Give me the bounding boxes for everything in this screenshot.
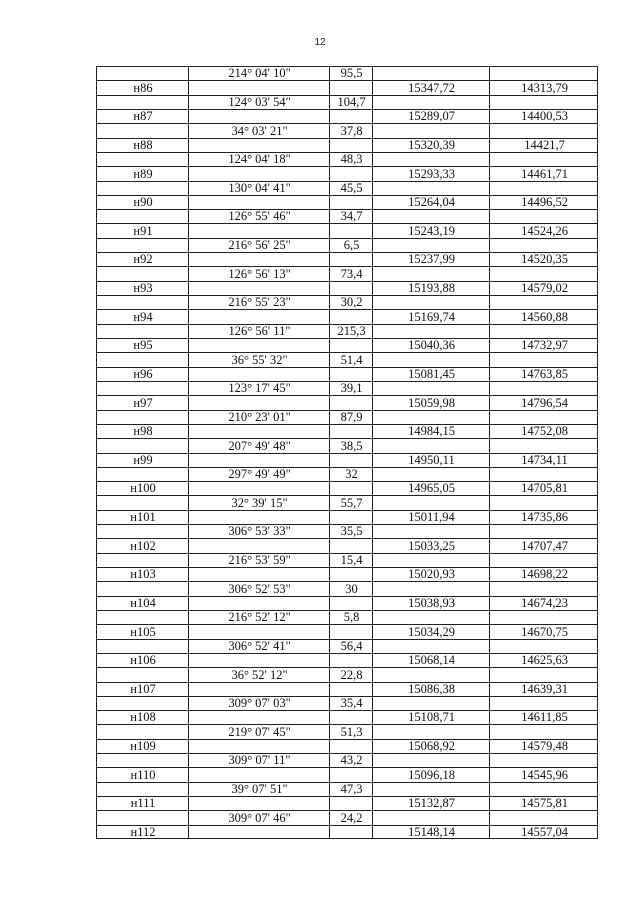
row-rule [97, 639, 597, 640]
row-rule [97, 223, 597, 224]
row-rule [97, 109, 597, 110]
y-coordinate-cell: 14674,23 [521, 595, 568, 610]
row-rule [97, 367, 597, 368]
angle-cell: 309° 07' 11" [228, 753, 291, 768]
row-rule [97, 381, 597, 382]
point-label: н86 [133, 80, 153, 95]
angle-cell: 32° 39' 15" [231, 495, 288, 510]
angle-cell: 126° 55' 46" [228, 209, 291, 224]
row-rule [97, 252, 597, 253]
point-label: н101 [130, 510, 156, 525]
y-coordinate-cell: 14545,96 [521, 767, 568, 782]
x-coordinate-cell: 15059,98 [408, 395, 455, 410]
row-rule [97, 266, 597, 267]
length-cell: 22,8 [340, 667, 363, 682]
angle-cell: 297° 49' 49" [228, 467, 291, 482]
x-coordinate-cell: 15034,29 [408, 624, 455, 639]
x-coordinate-cell: 15011,94 [408, 510, 455, 525]
row-rule [97, 95, 597, 96]
x-coordinate-cell: 15289,07 [408, 109, 455, 124]
y-coordinate-cell: 14575,81 [521, 796, 568, 811]
y-coordinate-cell: 14796,54 [521, 395, 568, 410]
point-label: н109 [130, 739, 156, 754]
length-cell: 30 [345, 581, 358, 596]
point-label: н106 [130, 653, 156, 668]
x-coordinate-cell: 15148,14 [408, 825, 455, 839]
y-coordinate-cell: 14313,79 [521, 80, 568, 95]
angle-cell: 130° 04' 41" [228, 180, 291, 195]
length-cell: 37,8 [340, 123, 363, 138]
x-coordinate-cell: 15243,19 [408, 223, 455, 238]
point-label: н108 [130, 710, 156, 725]
length-cell: 6,5 [343, 238, 360, 253]
x-coordinate-cell: 15096,18 [408, 767, 455, 782]
length-cell: 55,7 [340, 495, 363, 510]
point-label: н107 [130, 681, 156, 696]
row-rule [97, 453, 597, 454]
x-coordinate-cell: 15193,88 [408, 281, 455, 296]
angle-cell: 123° 17' 45" [228, 381, 291, 396]
row-rule [97, 538, 597, 539]
row-rule [97, 782, 597, 783]
point-label: н97 [133, 395, 153, 410]
point-label: н96 [133, 366, 153, 381]
point-label: н91 [133, 223, 153, 238]
row-rule [97, 524, 597, 525]
point-label: н98 [133, 424, 153, 439]
row-rule [97, 410, 597, 411]
row-rule [97, 481, 597, 482]
length-cell: 87,9 [340, 409, 363, 424]
point-label: н105 [130, 624, 156, 639]
point-label: н92 [133, 252, 153, 267]
length-cell: 51,3 [340, 724, 363, 739]
y-coordinate-cell: 14705,81 [521, 481, 568, 496]
angle-cell: 36° 52' 12" [231, 667, 288, 682]
row-rule [97, 195, 597, 196]
y-coordinate-cell: 14560,88 [521, 309, 568, 324]
length-cell: 95,5 [340, 66, 363, 81]
angle-cell: 207° 49' 48" [228, 438, 291, 453]
angle-cell: 216° 53' 59" [228, 553, 291, 568]
page-number: 12 [314, 37, 326, 48]
angle-cell: 126° 56' 13" [228, 266, 291, 281]
angle-cell: 124° 03' 54" [228, 94, 291, 109]
x-coordinate-cell: 15293,33 [408, 166, 455, 181]
row-rule [97, 166, 597, 167]
row-rule [97, 567, 597, 568]
row-rule [97, 653, 597, 654]
x-coordinate-cell: 15040,36 [408, 338, 455, 353]
x-coordinate-cell: 15108,71 [408, 710, 455, 725]
row-rule [97, 438, 597, 439]
row-rule [97, 596, 597, 597]
y-coordinate-cell: 14496,52 [521, 195, 568, 210]
row-rule [97, 123, 597, 124]
x-coordinate-cell: 14950,11 [408, 452, 455, 467]
point-label: н88 [133, 137, 153, 152]
y-coordinate-cell: 14557,04 [521, 825, 568, 839]
point-label: н112 [130, 825, 156, 839]
length-cell: 35,4 [340, 696, 363, 711]
length-cell: 38,5 [340, 438, 363, 453]
y-coordinate-cell: 14639,31 [521, 681, 568, 696]
x-coordinate-cell: 15033,25 [408, 538, 455, 553]
y-coordinate-cell: 14579,02 [521, 281, 568, 296]
length-cell: 51,4 [340, 352, 363, 367]
point-label: н104 [130, 595, 156, 610]
point-label: н111 [130, 796, 156, 811]
row-rule [97, 181, 597, 182]
y-coordinate-cell: 14732,97 [521, 338, 568, 353]
row-rule [97, 739, 597, 740]
length-cell: 35,5 [340, 524, 363, 539]
point-label: н94 [133, 309, 153, 324]
point-label: н110 [130, 767, 156, 782]
coordinates-table [96, 66, 598, 839]
row-rule [97, 80, 597, 81]
length-cell: 215,3 [337, 323, 366, 338]
length-cell: 104,7 [337, 94, 366, 109]
length-cell: 56,4 [340, 638, 363, 653]
row-rule [97, 796, 597, 797]
length-cell: 34,7 [340, 209, 363, 224]
angle-cell: 214° 04' 10" [228, 66, 291, 81]
point-label: н102 [130, 538, 156, 553]
angle-cell: 210° 23' 01" [228, 409, 291, 424]
row-rule [97, 667, 597, 668]
row-rule [97, 682, 597, 683]
x-coordinate-cell: 15038,93 [408, 595, 455, 610]
angle-cell: 124° 04' 18" [228, 152, 291, 167]
length-cell: 24,2 [340, 810, 363, 825]
length-cell: 32 [345, 467, 358, 482]
row-rule [97, 238, 597, 239]
angle-cell: 216° 55' 23" [228, 295, 291, 310]
row-rule [97, 281, 597, 282]
length-cell: 48,3 [340, 152, 363, 167]
y-coordinate-cell: 14752,08 [521, 424, 568, 439]
y-coordinate-cell: 14670,75 [521, 624, 568, 639]
angle-cell: 309° 07' 46" [228, 810, 291, 825]
x-coordinate-cell: 15081,45 [408, 366, 455, 381]
x-coordinate-cell: 15237,99 [408, 252, 455, 267]
y-coordinate-cell: 14421,7 [524, 137, 565, 152]
y-coordinate-cell: 14611,85 [521, 710, 568, 725]
x-coordinate-cell: 15068,92 [408, 739, 455, 754]
x-coordinate-cell: 15320,39 [408, 137, 455, 152]
row-rule [97, 295, 597, 296]
angle-cell: 216° 52' 12" [228, 610, 291, 625]
point-label: н95 [133, 338, 153, 353]
row-rule [97, 467, 597, 468]
row-rule [97, 696, 597, 697]
y-coordinate-cell: 14524,26 [521, 223, 568, 238]
row-rule [97, 581, 597, 582]
y-coordinate-cell: 14400,53 [521, 109, 568, 124]
x-coordinate-cell: 15086,38 [408, 681, 455, 696]
row-rule [97, 309, 597, 310]
angle-cell: 306° 53' 33" [228, 524, 291, 539]
length-cell: 5,8 [343, 610, 360, 625]
row-rule [97, 510, 597, 511]
row-rule [97, 724, 597, 725]
row-rule [97, 424, 597, 425]
y-coordinate-cell: 14625,63 [521, 653, 568, 668]
x-coordinate-cell: 15264,04 [408, 195, 455, 210]
row-rule [97, 753, 597, 754]
x-coordinate-cell: 15132,87 [408, 796, 455, 811]
length-cell: 73,4 [340, 266, 363, 281]
y-coordinate-cell: 14707,47 [521, 538, 568, 553]
y-coordinate-cell: 14520,35 [521, 252, 568, 267]
y-coordinate-cell: 14763,85 [521, 366, 568, 381]
row-rule [97, 352, 597, 353]
row-rule [97, 553, 597, 554]
angle-cell: 34° 03' 21" [231, 123, 288, 138]
y-coordinate-cell: 14579,48 [521, 739, 568, 754]
row-rule [97, 838, 597, 839]
row-rule [97, 710, 597, 711]
row-rule [97, 152, 597, 153]
y-coordinate-cell: 14735,86 [521, 510, 568, 525]
row-rule [97, 338, 597, 339]
angle-cell: 219° 07' 45" [228, 724, 291, 739]
x-coordinate-cell: 15347,72 [408, 80, 455, 95]
x-coordinate-cell: 15020,93 [408, 567, 455, 582]
x-coordinate-cell: 15169,74 [408, 309, 455, 324]
row-rule [97, 395, 597, 396]
point-label: н99 [133, 452, 153, 467]
angle-cell: 309° 07' 03" [228, 696, 291, 711]
angle-cell: 306° 52' 53" [228, 581, 291, 596]
row-rule [97, 495, 597, 496]
row-rule [97, 767, 597, 768]
row-rule [97, 324, 597, 325]
row-rule [97, 209, 597, 210]
x-coordinate-cell: 14984,15 [408, 424, 455, 439]
row-rule [97, 825, 597, 826]
length-cell: 15,4 [340, 553, 363, 568]
x-coordinate-cell: 14965,05 [408, 481, 455, 496]
length-cell: 30,2 [340, 295, 363, 310]
angle-cell: 36° 55' 32" [231, 352, 288, 367]
angle-cell: 306° 52' 41" [228, 638, 291, 653]
point-label: н93 [133, 281, 153, 296]
point-label: н87 [133, 109, 153, 124]
angle-cell: 216° 56' 25" [228, 238, 291, 253]
x-coordinate-cell: 15068,14 [408, 653, 455, 668]
length-cell: 43,2 [340, 753, 363, 768]
angle-cell: 39° 07' 51" [231, 782, 288, 797]
point-label: н90 [133, 195, 153, 210]
y-coordinate-cell: 14734,11 [521, 452, 568, 467]
point-label: н89 [133, 166, 153, 181]
point-label: н103 [130, 567, 156, 582]
y-coordinate-cell: 14698,22 [521, 567, 568, 582]
length-cell: 45,5 [340, 180, 363, 195]
row-rule [97, 66, 597, 67]
point-label: н100 [130, 481, 156, 496]
length-cell: 39,1 [340, 381, 363, 396]
length-cell: 47,3 [340, 782, 363, 797]
angle-cell: 126° 56' 11" [228, 323, 291, 338]
row-rule [97, 624, 597, 625]
row-rule [97, 138, 597, 139]
row-rule [97, 810, 597, 811]
y-coordinate-cell: 14461,71 [521, 166, 568, 181]
row-rule [97, 610, 597, 611]
